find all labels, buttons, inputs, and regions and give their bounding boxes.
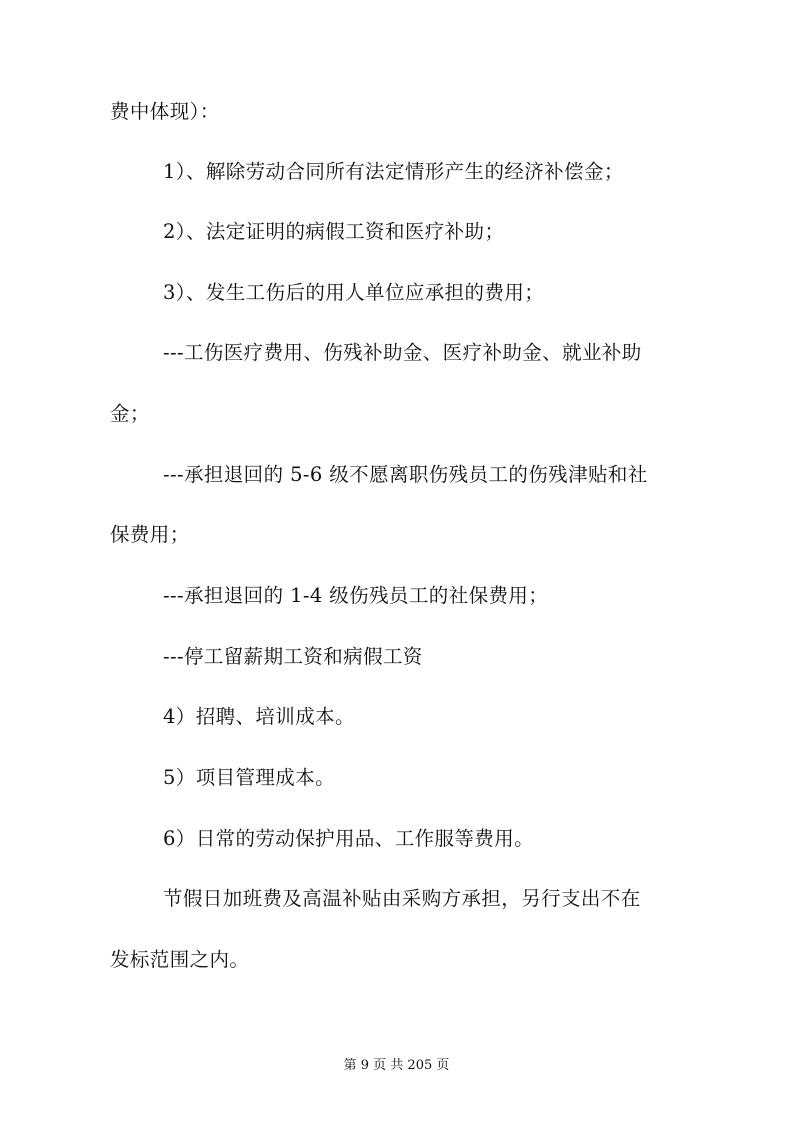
- text-line-4: 3）、发生工伤后的用人单位应承担的费用；: [163, 281, 545, 304]
- text-line-1: 费中体现）：: [110, 100, 220, 123]
- text-line-6: 金；: [110, 402, 150, 425]
- text-line-12: 5）项目管理成本。: [163, 766, 336, 789]
- text-line-5: ---工伤医疗费用、伤残补助金、医疗补助金、就业补助: [163, 341, 642, 364]
- text-line-10: ---停工留薪期工资和病假工资: [163, 645, 423, 668]
- text-line-3: 2）、法定证明的病假工资和医疗补助；: [163, 220, 505, 243]
- text-line-7: ---承担退回的 5-6 级不愿离职伤残员工的伤残津贴和社: [163, 463, 648, 486]
- text-line-15: 发标范围之内。: [110, 948, 250, 971]
- text-line-14: 节假日加班费及高温补贴由采购方承担，另行支出不在: [163, 887, 641, 910]
- page-number-footer: 第 9 页 共 205 页: [343, 1058, 450, 1073]
- text-line-11: 4）招聘、培训成本。: [163, 705, 355, 728]
- text-line-13: 6）日常的劳动保护用品、工作服等费用。: [163, 827, 535, 850]
- text-line-2: 1）、解除劳动合同所有法定情形产生的经济补偿金；: [163, 160, 624, 183]
- text-line-9: ---承担退回的 1-4 级伤残员工的社保费用；: [163, 584, 549, 607]
- text-line-8: 保费用；: [110, 523, 190, 546]
